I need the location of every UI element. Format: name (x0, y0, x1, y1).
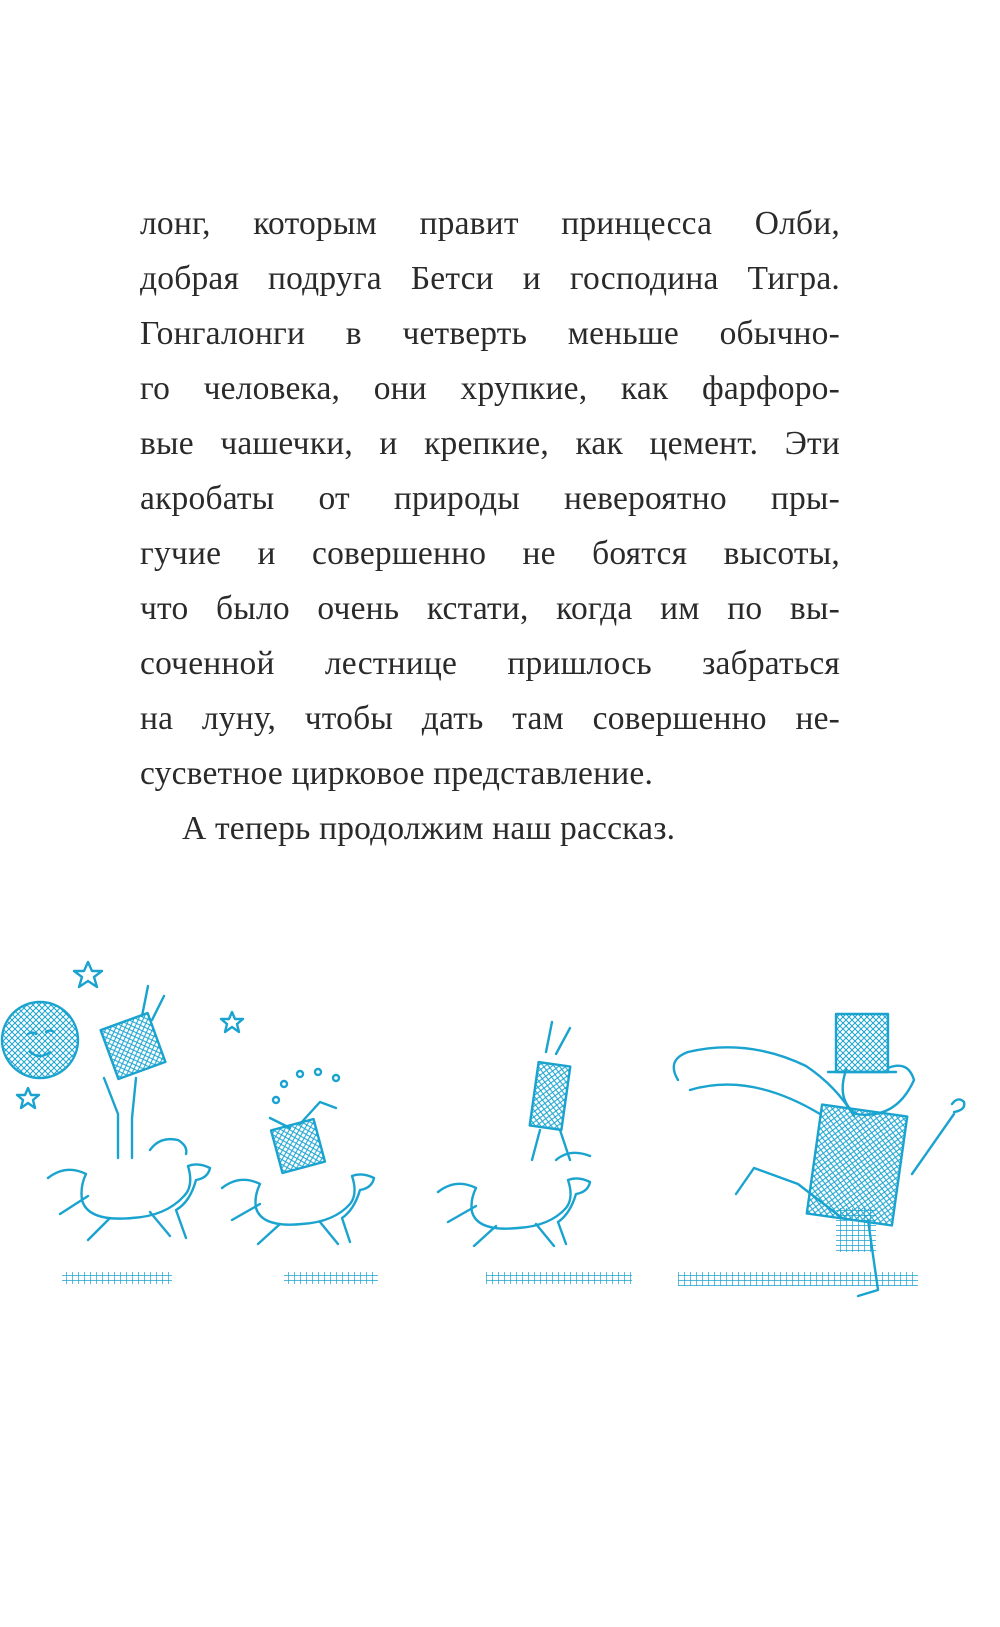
text-line: вые чашечки, и крепкие, как цемент. Эти (140, 425, 840, 462)
horse-icon (222, 1174, 374, 1244)
star-icon (17, 1088, 39, 1108)
ground-shadow (62, 1272, 172, 1284)
text-line: соченной лестнице пришлось забраться (140, 645, 840, 682)
paragraph-start-line: А теперь продолжим наш рассказ. (182, 810, 676, 847)
acrobat-icon (270, 1069, 339, 1173)
ground-shadow (284, 1272, 378, 1284)
text-line: акробаты от природы невероятно пры- (140, 480, 840, 517)
acrobat-icon (530, 1022, 571, 1160)
text-line: сусветное цирковое представление. (140, 755, 654, 792)
tiger-gentleman-icon (674, 1014, 965, 1296)
horse-icon (48, 1139, 210, 1240)
body-text (140, 196, 840, 856)
acrobat-icon (101, 986, 166, 1158)
text-line: го человека, они хрупкие, как фарфоро- (140, 370, 840, 407)
star-icon (221, 1012, 243, 1032)
text-line: на луну, чтобы дать там совершенно не- (140, 700, 840, 737)
ground-shadow (678, 1272, 918, 1286)
moon-icon (2, 1002, 78, 1078)
ground-shadow (486, 1272, 632, 1284)
star-icon (74, 962, 102, 987)
text-line: гучие и совершенно не боятся высоты, (140, 535, 840, 572)
text-line: Гонгалонги в четверть меньше обычно- (140, 315, 840, 352)
text-line: добрая подруга Бетси и господина Тигра. (140, 260, 840, 297)
circus-illustration (0, 960, 1000, 1300)
text-line: лонг, которым правит принцесса Олби, (140, 205, 840, 242)
horse-icon (438, 1153, 590, 1246)
text-line: что было очень кстати, когда им по вы- (140, 590, 840, 627)
